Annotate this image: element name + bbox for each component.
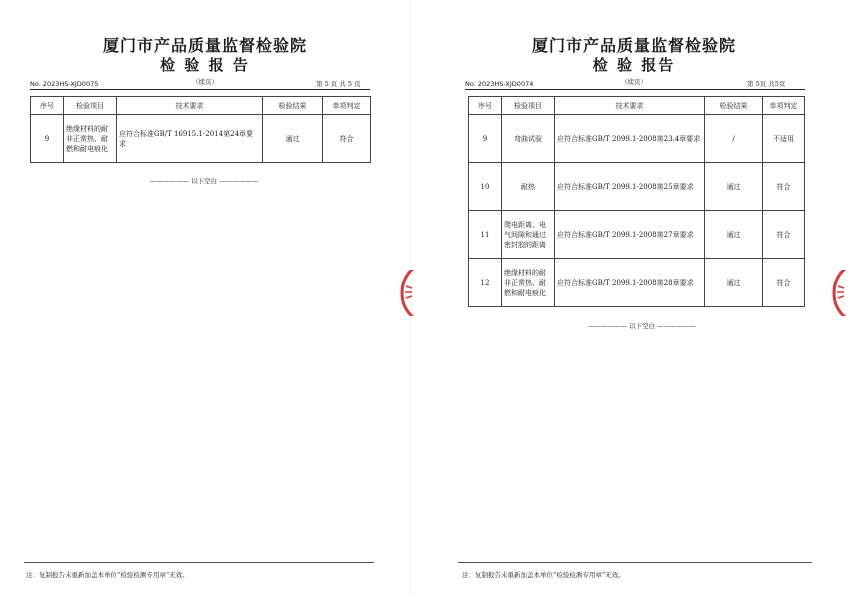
row-no: 11: [469, 211, 502, 259]
table-row: [469, 259, 805, 307]
end-of-table-mark: [150, 177, 258, 185]
end-text: 以下空白: [191, 177, 218, 185]
row-requirement: 应符合标准GB/T 2099.1-2008第25章要求: [555, 163, 705, 211]
results-table: [468, 96, 805, 307]
row-result: 通过: [705, 259, 763, 307]
header-item: 检验项目: [502, 97, 555, 115]
report-page-left: [0, 0, 410, 595]
row-no: 12: [469, 259, 502, 307]
report-title: 检 验 报 告: [160, 56, 250, 74]
row-item: 弯曲试验: [502, 115, 555, 163]
header-item: 检验项目: [64, 97, 117, 115]
row-result: 通过: [263, 115, 323, 163]
row-item: 耐热: [502, 163, 555, 211]
official-seal-fragment: [394, 270, 422, 316]
row-no: 9: [31, 115, 64, 163]
table-row: [469, 163, 805, 211]
table-header-row: [31, 97, 371, 115]
report-number: No. 2023HS-XJD0075: [30, 80, 99, 88]
row-verdict: 符合: [763, 259, 805, 307]
report-number: No. 2023HS-XJD0074: [465, 80, 534, 88]
institution-title: 厦门市产品质量监督检验院: [102, 36, 307, 55]
table-row: [31, 115, 371, 163]
end-line-right: ——————: [219, 177, 259, 185]
header-no: 序号: [469, 97, 502, 115]
row-no: 9: [469, 115, 502, 163]
header-result: 检验结果: [263, 97, 323, 115]
continued-label: （续页）: [192, 78, 218, 86]
end-line-left: ——————: [150, 177, 189, 185]
row-result: 通过: [705, 163, 763, 211]
institution-title: 厦门市产品质量监督检验院: [531, 36, 736, 55]
end-of-table-mark: [588, 322, 696, 330]
row-verdict: 不适用: [763, 115, 805, 163]
row-verdict: 符合: [763, 163, 805, 211]
header-requirement: 技术要求: [117, 97, 263, 115]
row-requirement: 应符合标准GB/T 2099.1-2008第28章要求: [555, 259, 705, 307]
row-requirement: 应符合标准GB/T 2099.1-2008第27章要求: [555, 211, 705, 259]
page-info: 第 5 页 共 5 页: [316, 80, 361, 88]
row-result: 通过: [705, 211, 763, 259]
official-seal-fragment: [826, 270, 850, 316]
header-no: 序号: [31, 97, 64, 115]
report-page-right: [432, 0, 850, 595]
continued-label: （续页）: [621, 78, 647, 86]
results-table: [30, 96, 371, 163]
footer-note: 注：复制报告未重新加盖本单位“检验检测专用章”无效。: [26, 571, 189, 579]
table-row: [469, 211, 805, 259]
header-verdict: 单项判定: [763, 97, 805, 115]
header-result: 检验结果: [705, 97, 763, 115]
row-result: /: [705, 115, 763, 163]
end-line-right: ——————: [657, 322, 697, 330]
report-title: 检 验 报告: [592, 56, 676, 74]
row-requirement: 应符合标准GB/T 16915.1-2014第24章要求: [117, 115, 263, 163]
header-verdict: 单项判定: [323, 97, 371, 115]
footer-rule: [458, 562, 812, 563]
row-verdict: 符合: [763, 211, 805, 259]
table-header-row: [469, 97, 805, 115]
footer-rule: [24, 562, 374, 563]
end-text: 以下空白: [629, 322, 656, 330]
footer-note: 注：复制报告未重新加盖本单位“检验检测专用章”无效。: [462, 571, 625, 579]
row-item: 绝缘材料的耐非正常热、耐燃和耐电痕化: [502, 259, 555, 307]
row-requirement: 应符合标准GB/T 2099.1-2008第23.4章要求: [555, 115, 705, 163]
row-no: 10: [469, 163, 502, 211]
row-item: 绝缘材料的耐非正常热、耐燃和耐电痕化: [64, 115, 117, 163]
row-verdict: 符合: [323, 115, 371, 163]
table-row: [469, 115, 805, 163]
header-requirement: 技术要求: [555, 97, 705, 115]
row-item: 爬电距离、电气间隙和通过密封胶的距离: [502, 211, 555, 259]
header-rule: [30, 89, 370, 90]
end-line-left: ——————: [588, 322, 627, 330]
header-rule: [465, 89, 805, 90]
page-info: 第 5页 共5页: [747, 80, 786, 88]
